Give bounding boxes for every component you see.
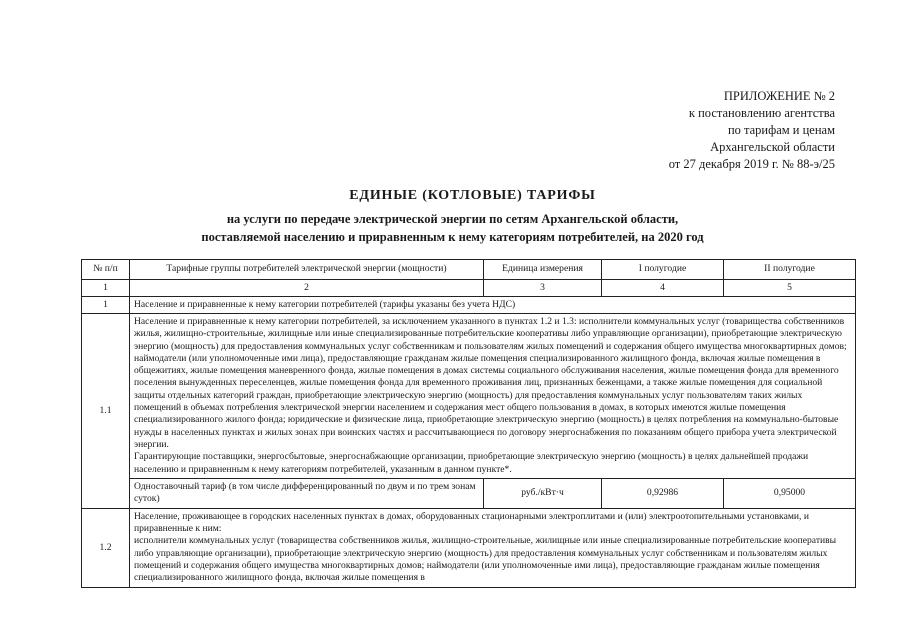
row-1-2-text: Население, проживающее в городских населенных пунктах в домах, оборудованных стационарными электроплитами и (или) электроотопительными установками, и приравненные к ним: [134, 510, 809, 535]
title-block [0, 188, 905, 246]
table-row [82, 508, 856, 587]
header-unit: Единица измерения [484, 260, 602, 280]
column-number-1: 1 [82, 280, 130, 297]
annex-line-5: от 27 декабря 2019 г. № 88-э/25 [668, 157, 835, 171]
row-1-number: 1 [82, 297, 130, 314]
table-row [82, 314, 856, 479]
tariff-table [81, 259, 856, 588]
row-1-2-description [130, 508, 856, 587]
header-tariff-groups: Тарифные группы потребителей электрической энергии (мощности) [130, 260, 484, 280]
row-1-1-number: 1.1 [82, 314, 130, 509]
table-row [82, 478, 856, 508]
table-header-row [82, 260, 856, 280]
tariff-half-2-value: 0,95000 [724, 478, 856, 508]
tariff-half-1-value: 0,92986 [602, 478, 724, 508]
column-number-2: 2 [130, 280, 484, 297]
row-1-2-number: 1.2 [82, 508, 130, 587]
table-row [82, 297, 856, 314]
header-number: № п/п [82, 260, 130, 280]
column-number-4: 4 [602, 280, 724, 297]
annex-line-3: по тарифам и ценам [727, 123, 835, 137]
row-1-1-text-2: Гарантирующие поставщики, энергосбытовые, энергоснабжающие организации, приобретающие электрическую энергию (мощность) в целях дальнейшей продажи населению и приравненным к нему категориям потребителей, указанным в данном пункте*. [134, 451, 809, 475]
annex-line-4: Архангельской области [710, 140, 835, 154]
header-half-1: I полугодие [602, 260, 724, 280]
row-1-1-description [130, 314, 856, 479]
annex-title: ПРИЛОЖЕНИЕ № 2 [723, 89, 835, 103]
annex-line-2: к постановлению агентства [688, 106, 835, 120]
row-1-1-text: Население и приравненные к нему категории потребителей, за исключением указанного в пунктах 1.2 и 1.3: исполнители коммунальных услуг (товарищества собственников жилья, жилищно-строительные, жилищные или иные специализированные потребительские кооперативы либо управляющие организации), приобретающие электрическую энергию (мощность) для предоставления коммунальных услуг собственникам и пользователям жилых помещений и содержания общего имущества многоквартирных домов; наймодатели (или уполномоченные ими лица), предоставляющие гражданам жилые помещения специализированного жилищного фонда, включая жилые помещения в общежитиях, жилые помещения маневренного фонда, жилые помещения в домах системы социального обслуживания населения, жилые помещения фонда для временного поселения вынужденных переселенцев, жилые помещения фонда для временного проживания лиц, признанных беженцами, а также жилые помещения для социальной защиты отдельных категорий граждан, приобретающие электрическую энергию (мощность) для предоставления коммунальных услуг пользователям таких жилых помещений в объемах потребления электрической энергии населением и содержания мест общего пользования в домах, в которых имеются жилые помещения специализированного жилого фонда; юридические и физические лица, приобретающие электрическую энергию (мощность) в целях потребления на коммунально-бытовые нужды в населенных пунктах и жилых зонах при воинских частях и рассчитывающиеся по договору энергоснабжения по показаниям общего прибора учета электрической энергии. [134, 316, 847, 450]
row-1-2-text-2: исполнители коммунальных услуг (товарищества собственников жилья, жилищно-строительные, жилищные или иные специализированные потребительские кооперативы либо управляющие организации), приобретающие электрическую энергию (мощность) для предоставления коммунальных услуг собственникам и пользователям жилых помещений и содержания общего имущества многоквартирных домов; наймодатели (или уполномоченные ими лица), предоставляющие гражданам жилые помещения специализированного жилищного фонда, включая жилые помещения в [134, 535, 837, 584]
table-column-numbers-row [82, 280, 856, 297]
row-1-text: Население и приравненные к нему категории потребителей (тарифы указаны без учета НДС) [130, 297, 856, 314]
column-number-3: 3 [484, 280, 602, 297]
tariff-unit: руб./кВт·ч [484, 478, 602, 508]
document-subtitle-2: поставляемой населению и приравненным к нему категориям потребителей, на 2020 год [201, 230, 704, 244]
document-title: ЕДИНЫЕ (КОТЛОВЫЕ) ТАРИФЫ [349, 188, 596, 203]
header-half-2: II полугодие [724, 260, 856, 280]
document-subtitle-1: на услуги по передаче электрической энергии по сетям Архангельской области, [226, 212, 679, 226]
tariff-label: Одноставочный тариф (в том числе дифференцированный по двум и по трем зонам суток) [130, 478, 484, 508]
column-number-5: 5 [724, 280, 856, 297]
annex-block [575, 88, 835, 173]
